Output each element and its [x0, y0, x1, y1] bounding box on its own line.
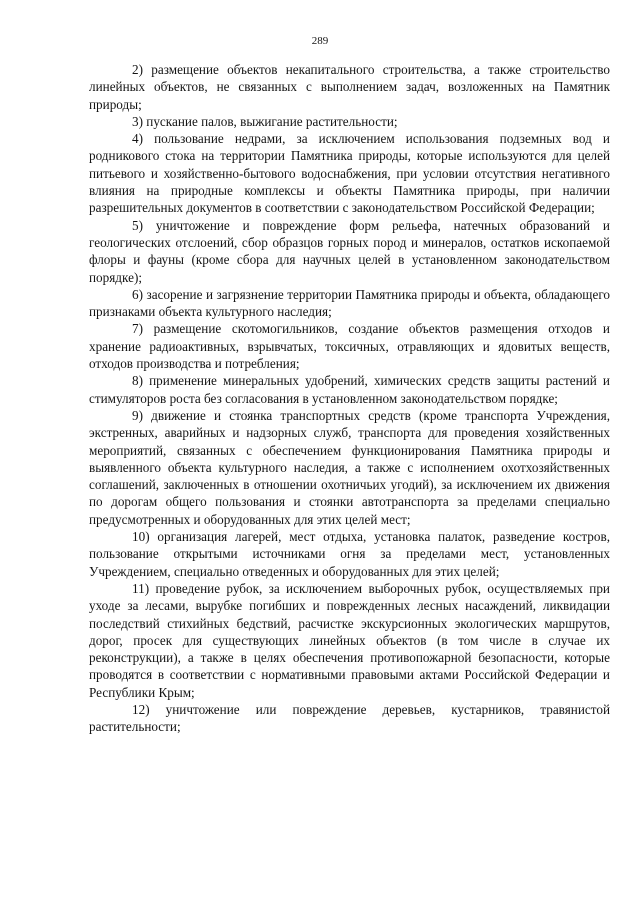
list-item-10: 10) организация лагерей, мест отдыха, установка палаток, разведение костров, пользование открытыми источниками огня за пределами мест, установленных Учреждением, специально отведенных и оборудованных для этих целей; — [89, 529, 610, 579]
list-item-8: 8) применение минеральных удобрений, химических средств защиты растений и стимуляторов роста без согласования в установленном законодательством порядке; — [89, 373, 610, 406]
list-item-9: 9) движение и стоянка транспортных средств (кроме транспорта Учреждения, экстренных, аварийных и надзорных служб, транспорта для проведения хозяйственных мероприятий, связанных с обеспечением функционирования Памятника природы и выявленного объекта культурного наследия, а также с исполнением охотхозяйственных соглашений, заключенных в отношении охотничьих угодий), за исключением их движения по дорогам общего пользования и стоянки автотранспорта за пределами специально предусмотренных и оборудованных для этих целей мест; — [89, 407, 610, 527]
list-item-5: 5) уничтожение и повреждение форм рельефа, натечных образований и геологических отслоений, сбор образцов горных пород и минералов, остатков ископаемой флоры и фауны (кроме сбора для научных целей в установленном законодательством порядке); — [89, 217, 610, 285]
list-item-3: 3) пускание палов, выжигание растительности; — [132, 113, 398, 129]
list-item-12: 12) уничтожение или повреждение деревьев, кустарников, травянистой растительности; — [89, 701, 610, 735]
list-item-7: 7) размещение скотомогильников, создание объектов размещения отходов и хранение радиоактивных, взрывчатых, токсичных, отравляющих и ядовитых веществ, отходов производства и потребления; — [89, 321, 610, 372]
list-item-6: 6) засорение и загрязнение территории Памятника природы и объекта, обладающего признаками объекта культурного наследия; — [89, 286, 610, 320]
list-item-4: 4) пользование недрами, за исключением использования подземных вод и родникового стока на территории Памятника природы, которые используются для целей питьевого и хозяйственно-бытового водоснабжения, при условии отсутствия негативного влияния на природные комплексы и объекты Памятника природы, при наличии разрешительных документов в соответствии с законодательством Российской Федерации; — [89, 131, 610, 216]
document-body — [89, 61, 610, 736]
list-item-11: 11) проведение рубок, за исключением выборочных рубок, осуществляемых при уходе за лесами, вырубке погибших и поврежденных лесных насаждений, ликвидации последствий стихийных бедствий, расчистке экскурсионных экологических маршрутов, дорог, просек для существующих линейных объектов (в том числе в случае их реконструкции), а также в целях обеспечения противопожарной безопасности, которые проводятся в соответствии с нормативными правовыми актами Российской Федерации и Республики Крым; — [89, 580, 610, 700]
page-number: 289 — [311, 35, 329, 47]
list-item-2: 2) размещение объектов некапитального строительства, а также строительство линейных объектов, не связанных с выполнением задач, возложенных на Памятник природы; — [89, 62, 610, 112]
